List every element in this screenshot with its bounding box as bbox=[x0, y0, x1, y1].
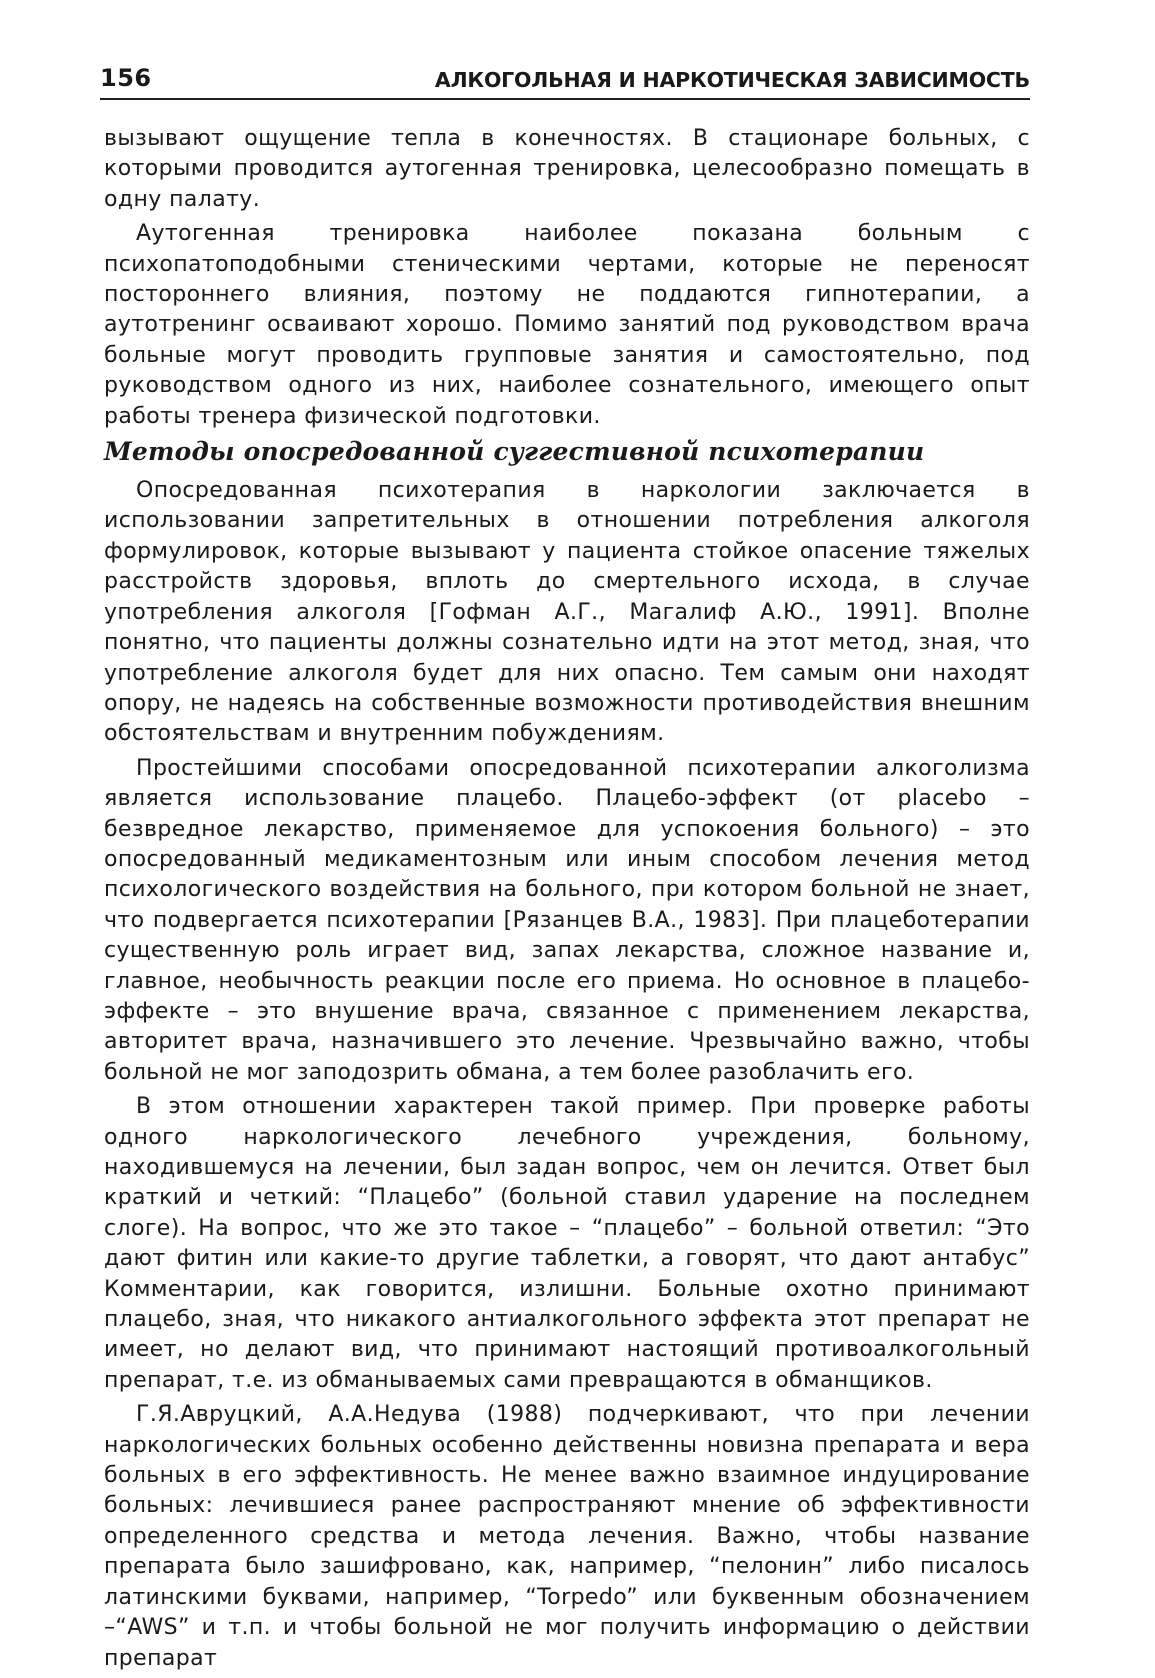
paragraph-mediated-psychotherapy: Опосредованная психотерапия в наркологии заключается в использовании запретительных в отношении потребления алкоголя формулировок, которые вызывают у пациента стойкое опасение тяжелых расстройств здоровья, вплоть до смертельного исхода, в случае употребления алкоголя [Гофман А.Г., Магалиф А.Ю., 1991]. Вполне понятно, что пациенты должны сознательно идти на этот метод, зная, что употребление алкоголя будет для них опасно. Тем самым они находят опору, не надеясь на собственные возможности противодействия внешним обстоятельствам и внутренним побуждениям. bbox=[104, 478, 1030, 747]
page-body bbox=[104, 124, 1030, 1678]
section-heading: Методы опосредованной суггестивной психотерапии bbox=[104, 437, 925, 467]
page-header bbox=[100, 58, 1030, 100]
running-title: АЛКОГОЛЬНАЯ И НАРКОТИЧЕСКАЯ ЗАВИСИМОСТЬ bbox=[434, 68, 1030, 92]
paragraph-continued: вызывают ощущение тепла в конечностях. В стационаре больных, с которыми проводится аутогенная тренировка, целесообразно помещать в одну палату. bbox=[104, 126, 1030, 212]
paragraph-autogenic-training: Аутогенная тренировка наиболее показана больным с психопатоподобными стеническими чертами, которые не переносят постороннего влияния, поэтому не поддаются гипнотерапии, а аутотренинг осваивают хорошо. Помимо занятий под руководством врача больные могут проводить групповые занятия и самостоятельно, под руководством одного из них, наиболее сознательного, имеющего опыт работы тренера физической подготовки. bbox=[104, 221, 1030, 429]
paragraph-example: В этом отношении характерен такой пример. При проверке работы одного наркологического лечебного учреждения, больному, находившемуся на лечении, был задан вопрос, чем он лечится. Ответ был краткий и четкий: “Плацебо” (больной ставил ударение на последнем слоге). На вопрос, что же это такое – “плацебо” – больной ответил: “Это дают фитин или какие-то другие таблетки, а говорят, что дают антабус” Комментарии, как говорится, излишни. Больные охотно принимают плацебо, зная, что никакого антиалкогольного эффекта этот препарат не имеет, но делают вид, что принимают настоящий противоалкогольный препарат, т.е. из обманываемых сами превращаются в обманщиков. bbox=[104, 1094, 1030, 1393]
page-number: 156 bbox=[100, 64, 152, 92]
paragraph-avrutsky: Г.Я.Авруцкий, А.А.Недува (1988) подчеркивают, что при лечении наркологических больных особенно действенны новизна препарата и вера больных в его эффективность. Не менее важно взаимное индуцирование больных: лечившиеся ранее распространяют мнение об эффективности определенного средства и метода лечения. Важно, чтобы название препарата было зашифровано, как, например, “пелонин” либо писалось латинскими буквами, например, “Torpedo” или буквенным обозначением –“AWS” и т.п. и чтобы больной не мог получить информацию о действии препарат bbox=[104, 1402, 1030, 1671]
paragraph-placebo: Простейшими способами опосредованной психотерапии алкоголизма является использование плацебо. Плацебо-эффект (от placebo – безвредное лекарство, применяемое для успокоения больного) – это опосредованный медикаментозным или иным способом лечения метод психологического воздействия на больного, при котором больной не знает, что подвергается психотерапии [Рязанцев В.А., 1983]. При плацеботерапии существенную роль играет вид, запах лекарства, сложное название и, главное, необычность реакции после его приема. Но основное в плацебо-эффекте – это внушение врача, связанное с применением лекарства, авторитет врача, назначившего это лечение. Чрезвычайно важно, чтобы больной не мог заподозрить обмана, а тем более разоблачить его. bbox=[104, 755, 1030, 1085]
